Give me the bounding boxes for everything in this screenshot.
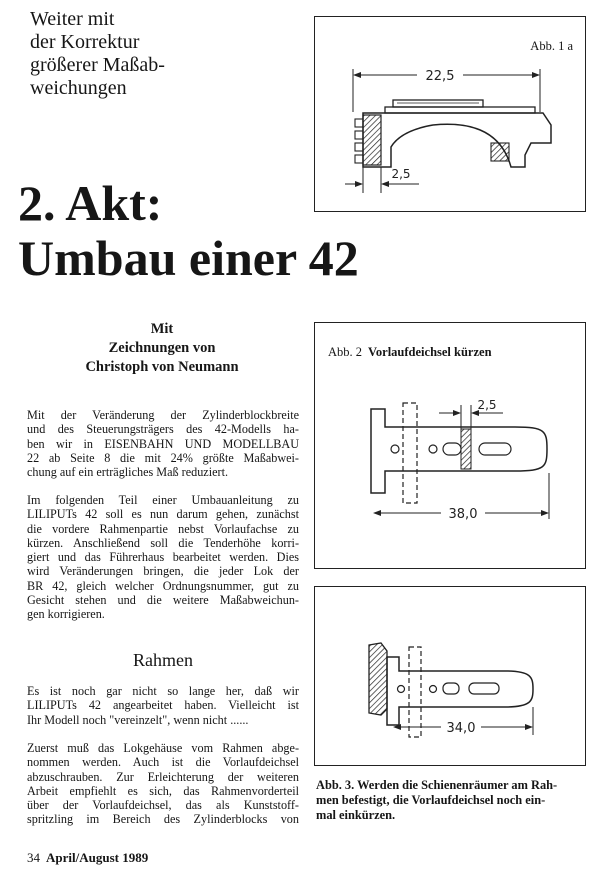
caption-line: Abb. 3. Werden die Schienenräumer am Rah-	[316, 778, 558, 792]
caption-line: mal einkürzen.	[316, 808, 396, 822]
text-line: ben wir in EISENBAHN UND MODELLBAU	[27, 436, 299, 451]
slot-icon	[469, 683, 499, 694]
dimension-value: 2,5	[477, 398, 497, 412]
cut-zone	[461, 429, 471, 469]
dimension-value: 22,5	[425, 69, 455, 84]
text-line: die vordere Rahmenpartie nebst Vorlaufachse zu	[27, 521, 299, 536]
text-line: kürzen. Anschließend soll die Tenderhöhe korri-	[27, 535, 299, 550]
text-line: Zuerst muß das Lokgehäuse vom Rahmen abge-	[27, 741, 299, 755]
text-line: BR 42, gleich welcher Ordnungsnummer, gut zu	[27, 578, 299, 593]
plough-hatched	[369, 643, 387, 715]
buffer-tooth	[355, 131, 363, 139]
text-line: chung auf ein erträgliches Maß reduziert.	[27, 465, 229, 480]
paragraph-rahmen-2	[27, 741, 299, 827]
headline-line: 2. Akt:	[18, 175, 163, 231]
byline-line: Zeichnungen von	[108, 340, 216, 356]
kicker-line: größerer Maßab-	[30, 54, 165, 76]
text-line: Arbeit empfiehlt es sich, das Rahmenvorderteil	[27, 783, 299, 798]
text-line: Im folgenden Teil einer Umbauanleitung zu	[27, 493, 299, 507]
kicker	[30, 8, 290, 100]
buffer-tooth	[355, 143, 363, 151]
text-line: Es ist noch gar nicht so lange her, daß wir	[27, 684, 299, 698]
hole-icon	[398, 686, 405, 693]
text-line: nommen werden. Auch ist die Vorlaufdeichsel	[27, 755, 299, 770]
text-line: Ihr Modell noch "vereinzelt", wenn nicht ......	[27, 712, 249, 727]
page-number: 34	[27, 850, 40, 865]
byline	[27, 320, 297, 377]
paragraph-plan	[27, 493, 299, 622]
figure-2	[314, 322, 586, 569]
section-heading: Rahmen	[133, 650, 193, 670]
buffer-tooth	[355, 155, 363, 163]
caption-line: men befestigt, die Vorlaufdeichsel noch ein-	[316, 793, 546, 807]
axle-outline	[403, 403, 417, 503]
text-line: wird Veränderungen bringen, die jeder Lok der	[27, 564, 299, 579]
arrow-head	[525, 724, 533, 730]
arrow-head	[541, 510, 549, 516]
axle-outline	[409, 647, 421, 737]
frame-ledge	[385, 107, 535, 113]
text-line: Mit der Veränderung der Zylinderblockbreite	[27, 408, 299, 422]
page-footer	[27, 850, 148, 866]
text-line: Gesicht stehen und die weitere Maßabweichun-	[27, 593, 299, 608]
text-line: LILIPUTs 42 soll es nun darum gehen, zunächst	[27, 507, 299, 522]
arrow-head	[355, 181, 363, 187]
arrow-head	[453, 410, 461, 416]
byline-line: Christoph von Neumann	[85, 359, 239, 375]
figure-title: Vorlaufdeichsel kürzen	[368, 345, 492, 359]
dimension-value: 34,0	[446, 721, 476, 736]
figure-3	[314, 586, 586, 766]
frame-body	[363, 113, 551, 167]
arrow-head	[373, 510, 381, 516]
text-line: abzuschrauben. Zur Erleichterung der weiteren	[27, 769, 299, 784]
dimension-value: 38,0	[448, 507, 478, 522]
text-line: 22 ab Seite 8 die mit 24% größte Maßabwei-	[27, 450, 299, 465]
hole-icon	[430, 686, 437, 693]
slot-icon	[443, 443, 461, 455]
hole-icon	[391, 445, 399, 453]
headline	[18, 176, 359, 286]
byline-line: Mit	[150, 321, 174, 337]
bogie-body	[371, 409, 547, 493]
buffer-tooth	[355, 119, 363, 127]
figure-label: Abb. 1 a	[530, 39, 573, 53]
issue-date: April/August 1989	[46, 850, 149, 865]
text-line: spritzling im Bereich des Zylinderblocks von	[27, 812, 299, 827]
gear-icon	[491, 143, 509, 161]
text-line: gen korrigieren.	[27, 607, 105, 622]
figure-label	[328, 345, 492, 360]
shortened-bogie-drawing	[315, 587, 585, 765]
arrow-head	[381, 181, 389, 187]
paragraph-rahmen-1	[27, 684, 299, 727]
text-line: giert und das Führerhaus bearbeitet werden. Dies	[27, 550, 299, 565]
text-line: LILIPUTs 42 angearbeitet haben. Vielleicht ist	[27, 698, 299, 713]
arrow-head	[353, 72, 361, 78]
slot-icon	[479, 443, 511, 455]
kicker-line: weichungen	[30, 77, 127, 99]
text-line: über der Vorlaufdeichsel, das als Kunststoff-	[27, 798, 299, 813]
text-line: und des Steuerungsträgers des 42-Modells ha-	[27, 422, 299, 437]
paragraph-intro	[27, 408, 299, 479]
hole-icon	[429, 445, 437, 453]
hatched-front	[363, 115, 381, 165]
frame-top-bar	[393, 100, 483, 107]
kicker-line: Weiter mit	[30, 8, 115, 30]
dimension-value: 2,5	[391, 167, 411, 181]
slot-icon	[443, 683, 459, 694]
headline-line: Umbau einer 42	[18, 230, 359, 286]
kicker-line: der Korrektur	[30, 31, 140, 53]
arrow-head	[532, 72, 540, 78]
figure-3-caption	[316, 778, 586, 823]
figure-number: Abb. 2	[328, 345, 363, 359]
figure-1a	[314, 16, 586, 212]
